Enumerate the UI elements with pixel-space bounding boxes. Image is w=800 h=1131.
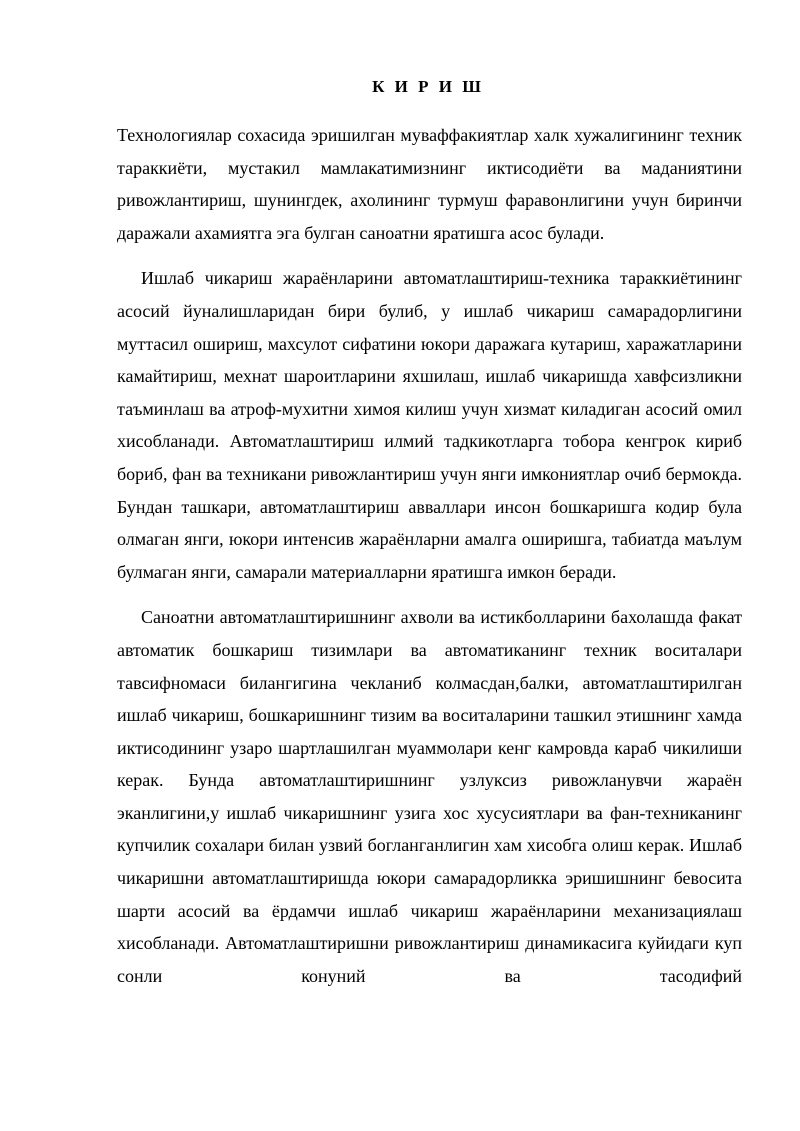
- document-body: [117, 119, 742, 992]
- page-title: К И Р И Ш: [372, 77, 484, 96]
- paragraph-2: Ишлаб чикариш жараёнларини автоматлаштириш-техника тараккиётининг асосий йуналишларидан бири булиб, у ишлаб чикариш самарадорлигини муттасил ошириш, махсулот сифатини юкори даражага кутариш, харажатларини камайтириш, мехнат шароитларини яхшилаш, ишлаб чикаришда хавфсизликни таъминлаш ва атроф-мухитни химоя килиш учун хизмат киладиган асосий омил хисобланади. Автоматлаштириш илмий тадкикотларга тобора кенгрок кириб бориб, фан ва техникани ривожлантириш учун янги имкониятлар очиб бермокда. Бундан ташкари, автоматлаштириш авваллари инсон бошкаришга кодир була олмаган янги, юкори интенсив жараёнларни амалга оширишга, табиатда маълум булмаган янги, самарали материалларни яратишга имкон беради.: [117, 268, 742, 582]
- paragraph-3: Саноатни автоматлаштиришнинг ахволи ва истикболларини бахолашда факат автоматик бошкариш тизимлари ва автоматиканинг техник воситалари тавсифномаси билангигина чекланиб колмасдан,балки, автоматлаштирилган ишлаб чикариш, бошкаришнинг тизим ва воситаларини ташкил этишнинг хамда иктисодининг узаро шартлашилган муаммолари кенг камровда караб чикилиши керак. Бунда автоматлаштиришнинг узлуксиз ривожланувчи жараён эканлигини,у ишлаб чикаришнинг узига хос хусусиятлари ва фан-техниканинг купчилик сохалари билан узвий богланганлигин хам хисобга олиш керак. Ишлаб чикаришни автоматлаштиришда юкори самарадорликка эришишнинг бевосита шарти асосий ва ёрдамчи ишлаб чикариш жараёнларини механизациялаш хисобланади. Автоматлаштиришни ривожлантириш динамикасига куйидаги куп сонли конуний ва тасодифий: [117, 607, 742, 986]
- paragraph-1: Технологиялар сохасида эришилган муваффакиятлар халк хужалигининг техник тараккиёти, мустакил мамлакатимизнинг иктисодиёти ва маданиятини ривожлантириш, шунингдек, ахолининг турмуш фаравонлигини учун биринчи даражали ахамиятга эга булган саноатни яратишга асос булади.: [117, 125, 742, 243]
